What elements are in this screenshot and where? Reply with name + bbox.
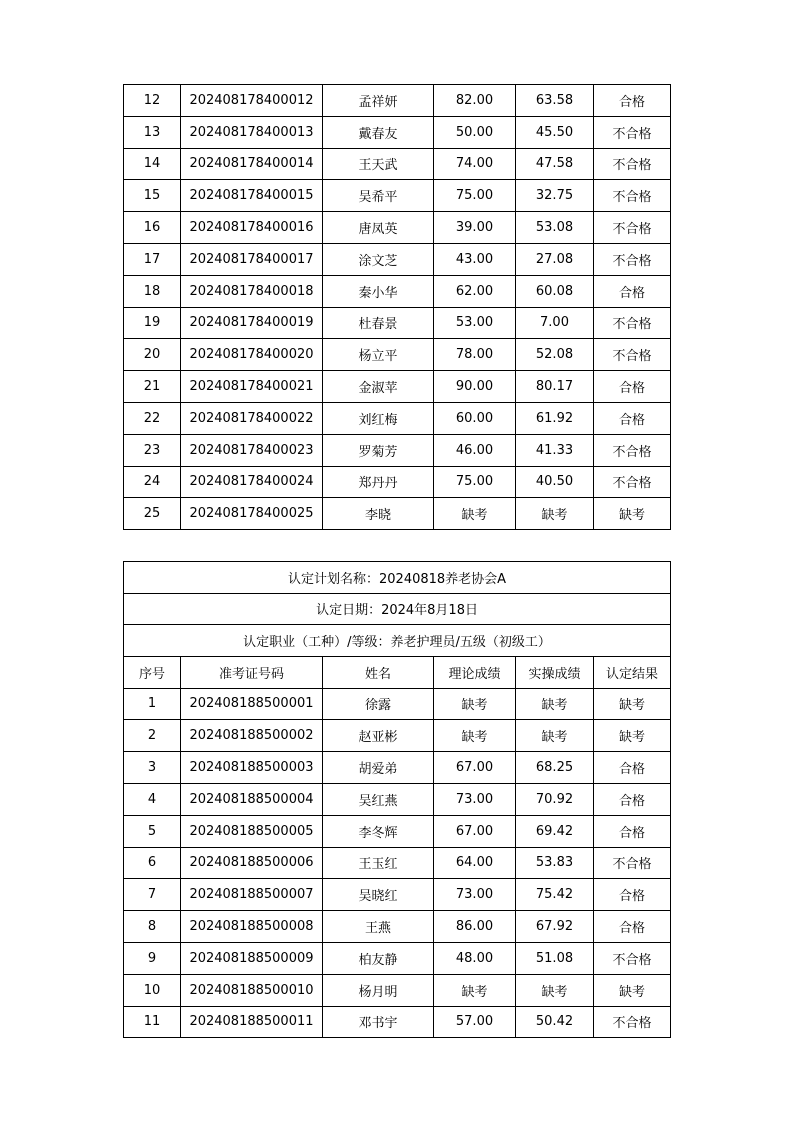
cell-theory-score: 57.00 (434, 1006, 516, 1038)
results-table-continued (123, 84, 671, 530)
cell-practical-score: 70.92 (516, 783, 594, 815)
cell-practical-score: 27.08 (516, 243, 594, 275)
cell-result: 不合格 (594, 466, 671, 498)
cell-theory-score: 64.00 (434, 847, 516, 879)
header-seq: 序号 (124, 656, 181, 688)
table-row (124, 434, 671, 466)
cell-name: 郑丹丹 (323, 466, 434, 498)
cell-name: 吴晓红 (323, 879, 434, 911)
table-row (124, 974, 671, 1006)
cell-name: 李晓 (323, 498, 434, 530)
cell-practical-score: 缺考 (516, 498, 594, 530)
cell-name: 王玉红 (323, 847, 434, 879)
cell-seq: 20 (124, 339, 181, 371)
cell-seq: 22 (124, 402, 181, 434)
cell-exam-id: 202408178400015 (181, 180, 323, 212)
table-row (124, 942, 671, 974)
cell-exam-id: 202408178400019 (181, 307, 323, 339)
cell-exam-id: 202408178400012 (181, 85, 323, 117)
cell-exam-id: 202408178400025 (181, 498, 323, 530)
cell-result: 不合格 (594, 212, 671, 244)
cell-seq: 2 (124, 720, 181, 752)
cell-exam-id: 202408178400016 (181, 212, 323, 244)
table-row (124, 783, 671, 815)
cell-name: 吴希平 (323, 180, 434, 212)
cell-theory-score: 78.00 (434, 339, 516, 371)
cell-practical-score: 缺考 (516, 720, 594, 752)
cell-result: 不合格 (594, 243, 671, 275)
cell-theory-score: 缺考 (434, 974, 516, 1006)
cell-result: 不合格 (594, 942, 671, 974)
cell-seq: 15 (124, 180, 181, 212)
table-row (124, 85, 671, 117)
table-row (124, 815, 671, 847)
cell-practical-score: 52.08 (516, 339, 594, 371)
cell-name: 杨立平 (323, 339, 434, 371)
cell-name: 杨月明 (323, 974, 434, 1006)
cell-seq: 18 (124, 275, 181, 307)
cell-seq: 14 (124, 148, 181, 180)
cell-seq: 23 (124, 434, 181, 466)
cell-theory-score: 缺考 (434, 720, 516, 752)
cell-exam-id: 202408178400017 (181, 243, 323, 275)
header-result: 认定结果 (594, 656, 671, 688)
cell-theory-score: 82.00 (434, 85, 516, 117)
cell-seq: 6 (124, 847, 181, 879)
cell-result: 合格 (594, 275, 671, 307)
cell-seq: 5 (124, 815, 181, 847)
cell-result: 合格 (594, 402, 671, 434)
table-row (124, 243, 671, 275)
cell-theory-score: 46.00 (434, 434, 516, 466)
cell-name: 王燕 (323, 911, 434, 943)
cell-practical-score: 60.08 (516, 275, 594, 307)
plan-name-row (124, 562, 671, 594)
cell-exam-id: 202408188500005 (181, 815, 323, 847)
cell-practical-score: 69.42 (516, 815, 594, 847)
cell-theory-score: 75.00 (434, 180, 516, 212)
cell-seq: 25 (124, 498, 181, 530)
cell-theory-score: 39.00 (434, 212, 516, 244)
cell-theory-score: 74.00 (434, 148, 516, 180)
cell-theory-score: 86.00 (434, 911, 516, 943)
cell-result: 缺考 (594, 688, 671, 720)
cell-seq: 9 (124, 942, 181, 974)
table-row (124, 1006, 671, 1038)
cell-result: 缺考 (594, 974, 671, 1006)
cell-name: 唐凤英 (323, 212, 434, 244)
cell-practical-score: 47.58 (516, 148, 594, 180)
cell-practical-score: 41.33 (516, 434, 594, 466)
cell-practical-score: 75.42 (516, 879, 594, 911)
cell-name: 李冬辉 (323, 815, 434, 847)
cell-theory-score: 67.00 (434, 815, 516, 847)
cell-result: 合格 (594, 879, 671, 911)
cell-seq: 11 (124, 1006, 181, 1038)
cell-practical-score: 缺考 (516, 688, 594, 720)
cell-name: 赵亚彬 (323, 720, 434, 752)
cell-practical-score: 45.50 (516, 116, 594, 148)
cell-theory-score: 50.00 (434, 116, 516, 148)
cell-practical-score: 50.42 (516, 1006, 594, 1038)
cell-name: 柏友静 (323, 942, 434, 974)
cell-result: 合格 (594, 85, 671, 117)
cell-seq: 3 (124, 752, 181, 784)
cell-theory-score: 73.00 (434, 879, 516, 911)
cell-exam-id: 202408178400018 (181, 275, 323, 307)
cell-practical-score: 53.08 (516, 212, 594, 244)
results-table-new-plan (123, 561, 671, 1038)
cell-practical-score: 67.92 (516, 911, 594, 943)
cell-seq: 7 (124, 879, 181, 911)
cell-practical-score: 缺考 (516, 974, 594, 1006)
cell-theory-score: 75.00 (434, 466, 516, 498)
cell-theory-score: 73.00 (434, 783, 516, 815)
table-row (124, 720, 671, 752)
cell-result: 不合格 (594, 116, 671, 148)
cell-exam-id: 202408188500004 (181, 783, 323, 815)
table-row (124, 498, 671, 530)
cell-exam-id: 202408178400020 (181, 339, 323, 371)
cell-name: 戴春友 (323, 116, 434, 148)
cell-practical-score: 51.08 (516, 942, 594, 974)
cell-result: 不合格 (594, 339, 671, 371)
cell-name: 胡爱弟 (323, 752, 434, 784)
cell-exam-id: 202408178400014 (181, 148, 323, 180)
table-row (124, 180, 671, 212)
cell-result: 合格 (594, 815, 671, 847)
table-row (124, 275, 671, 307)
cell-name: 涂文芝 (323, 243, 434, 275)
cell-result: 缺考 (594, 720, 671, 752)
cell-name: 徐露 (323, 688, 434, 720)
cell-theory-score: 48.00 (434, 942, 516, 974)
cell-exam-id: 202408188500007 (181, 879, 323, 911)
cell-name: 邓书宇 (323, 1006, 434, 1038)
cell-theory-score: 60.00 (434, 402, 516, 434)
table-row (124, 466, 671, 498)
cell-exam-id: 202408178400024 (181, 466, 323, 498)
table-row (124, 212, 671, 244)
table-header-row (124, 656, 671, 688)
cell-theory-score: 43.00 (434, 243, 516, 275)
occupation-row (124, 625, 671, 657)
table-row (124, 307, 671, 339)
cell-theory-score: 90.00 (434, 371, 516, 403)
cell-name: 杜春景 (323, 307, 434, 339)
cell-seq: 13 (124, 116, 181, 148)
header-exam-id: 准考证号码 (181, 656, 323, 688)
cell-name: 刘红梅 (323, 402, 434, 434)
cell-seq: 19 (124, 307, 181, 339)
cell-name: 秦小华 (323, 275, 434, 307)
cell-theory-score: 67.00 (434, 752, 516, 784)
cell-result: 合格 (594, 911, 671, 943)
cell-result: 合格 (594, 752, 671, 784)
cell-seq: 8 (124, 911, 181, 943)
cell-exam-id: 202408178400022 (181, 402, 323, 434)
cell-practical-score: 68.25 (516, 752, 594, 784)
cell-name: 孟祥妍 (323, 85, 434, 117)
cell-exam-id: 202408188500010 (181, 974, 323, 1006)
cell-result: 不合格 (594, 180, 671, 212)
header-name: 姓名 (323, 656, 434, 688)
date-row (124, 593, 671, 625)
cell-result: 不合格 (594, 148, 671, 180)
occupation-cell: 认定职业（工种）/等级：养老护理员/五级（初级工） (124, 625, 671, 657)
cell-result: 不合格 (594, 307, 671, 339)
table-row (124, 339, 671, 371)
table-row (124, 847, 671, 879)
cell-seq: 21 (124, 371, 181, 403)
cell-exam-id: 202408178400013 (181, 116, 323, 148)
cell-theory-score: 62.00 (434, 275, 516, 307)
results-table-body (124, 85, 671, 530)
cell-practical-score: 61.92 (516, 402, 594, 434)
cell-exam-id: 202408188500008 (181, 911, 323, 943)
cell-practical-score: 53.83 (516, 847, 594, 879)
table-row (124, 148, 671, 180)
cell-seq: 24 (124, 466, 181, 498)
cell-exam-id: 202408188500006 (181, 847, 323, 879)
cell-seq: 16 (124, 212, 181, 244)
cell-exam-id: 202408188500009 (181, 942, 323, 974)
cell-exam-id: 202408188500003 (181, 752, 323, 784)
cell-seq: 1 (124, 688, 181, 720)
header-practical-score: 实操成绩 (516, 656, 594, 688)
table-row (124, 879, 671, 911)
cell-name: 王天武 (323, 148, 434, 180)
header-theory-score: 理论成绩 (434, 656, 516, 688)
cell-seq: 12 (124, 85, 181, 117)
cell-practical-score: 7.00 (516, 307, 594, 339)
cell-name: 吴红燕 (323, 783, 434, 815)
cell-exam-id: 202408178400021 (181, 371, 323, 403)
cell-practical-score: 80.17 (516, 371, 594, 403)
cell-result: 不合格 (594, 434, 671, 466)
cell-result: 不合格 (594, 847, 671, 879)
table-row (124, 911, 671, 943)
plan-name-cell: 认定计划名称：20240818养老协会A (124, 562, 671, 594)
cell-theory-score: 缺考 (434, 688, 516, 720)
cell-result: 不合格 (594, 1006, 671, 1038)
cell-name: 金淑苹 (323, 371, 434, 403)
cell-exam-id: 202408188500011 (181, 1006, 323, 1038)
cell-seq: 4 (124, 783, 181, 815)
cell-result: 缺考 (594, 498, 671, 530)
cell-practical-score: 32.75 (516, 180, 594, 212)
cell-practical-score: 40.50 (516, 466, 594, 498)
cell-result: 合格 (594, 371, 671, 403)
cell-exam-id: 202408178400023 (181, 434, 323, 466)
cell-theory-score: 53.00 (434, 307, 516, 339)
cell-exam-id: 202408188500001 (181, 688, 323, 720)
date-cell: 认定日期：2024年8月18日 (124, 593, 671, 625)
table-row (124, 752, 671, 784)
cell-seq: 10 (124, 974, 181, 1006)
results-table-body (124, 688, 671, 1038)
cell-name: 罗菊芳 (323, 434, 434, 466)
cell-result: 合格 (594, 783, 671, 815)
cell-practical-score: 63.58 (516, 85, 594, 117)
cell-seq: 17 (124, 243, 181, 275)
cell-theory-score: 缺考 (434, 498, 516, 530)
table-row (124, 402, 671, 434)
table-row (124, 371, 671, 403)
table-row (124, 688, 671, 720)
cell-exam-id: 202408188500002 (181, 720, 323, 752)
table-row (124, 116, 671, 148)
